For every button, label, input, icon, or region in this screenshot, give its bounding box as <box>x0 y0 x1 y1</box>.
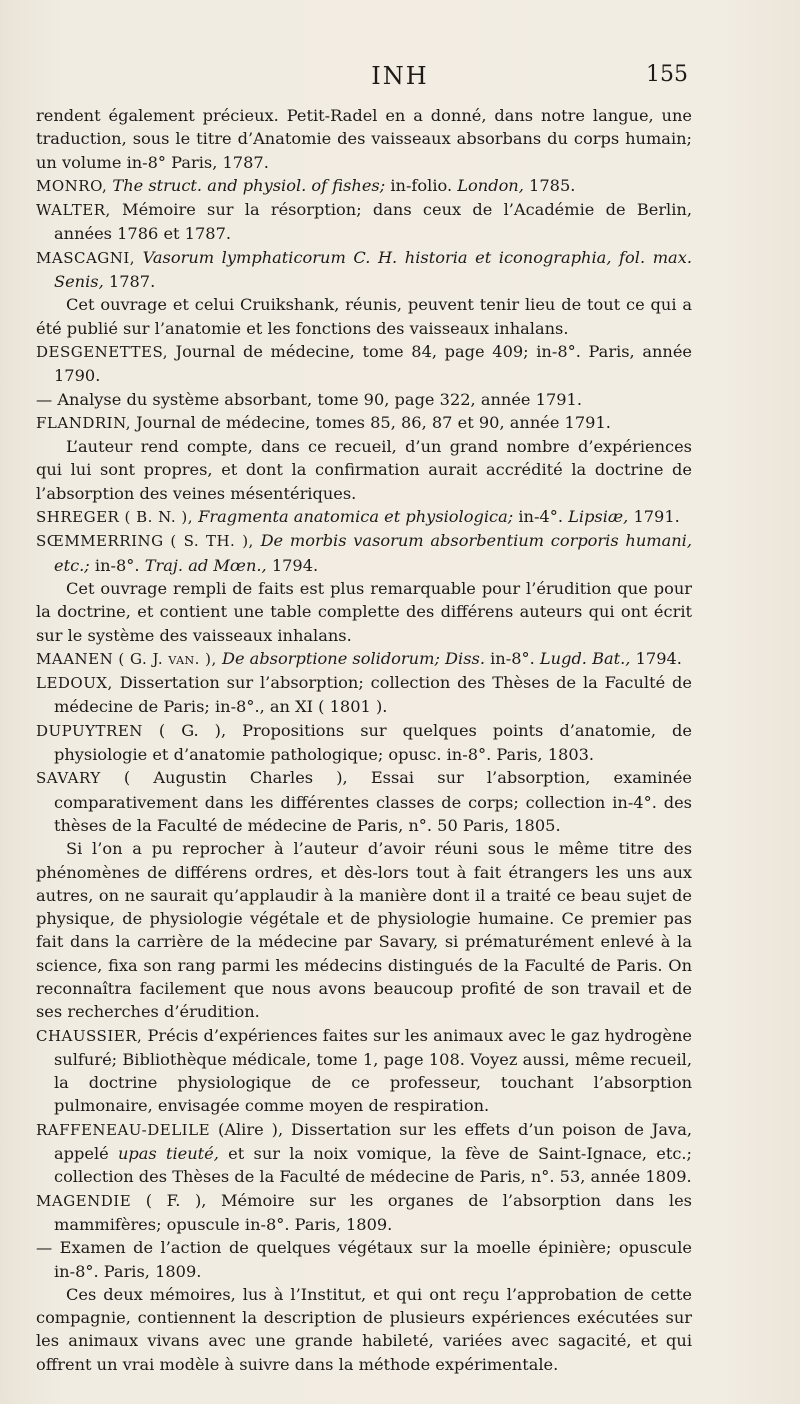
entry-text: ( F. ), Mémoire sur les organes de l’absorption dans les mammifères; opuscule in-8°. Paris, 1809. <box>54 1190 692 1234</box>
entry-text: Précis d’expériences faites sur les animaux avec le gaz hydrogène sulfuré; Bibliothèque médicale, tome 1, page 108. Voyez aussi, même recueil, la doctrine physiologique de ce professeur, touchant l’absorption pulmonaire, envisagée comme moyen de respiration. <box>54 1025 692 1116</box>
author-name: MAANEN <box>36 649 114 668</box>
author-name: WALTER, <box>36 201 111 220</box>
author-name: MONRO, <box>36 176 108 195</box>
work-title: The struct. and physiol. of fishes; <box>112 175 386 195</box>
note-soemmerring: Cet ouvrage rempli de faits est plus remarquable pour l’érudition que pour la doctrine, et contient une table complette des différens auteurs qui ont écrit sur le système des vaisseaux inhalans. <box>36 578 692 645</box>
entry-magendie <box>36 1189 692 1237</box>
author-name: FLANDRIN, <box>36 413 132 432</box>
author-initials: ( S. TH. ), <box>170 532 254 551</box>
year: 1785. <box>529 175 576 195</box>
author-initials: ( B. N. ), <box>124 508 193 527</box>
place: Traj. ad Mœn., <box>144 555 267 575</box>
entry-examen: — Examen de l’action de quelques végétaux sur la moelle épinière; opuscule in-8°. Paris, 1809. <box>36 1238 692 1281</box>
author-name: DUPUYTREN <box>36 721 143 740</box>
entry-text: in-folio. <box>390 175 453 195</box>
page-number: 155 <box>646 62 688 87</box>
note-mascagni: Cet ouvrage et celui Cruikshank, réunis, peuvent tenir lieu de tout ce qui a été publié sur l’anatomie et les fonctions des vaisseaux inhalans. <box>36 295 692 338</box>
note-savary: Si l’on a pu reprocher à l’auteur d’avoir réuni sous le même titre des phénomènes de différens ordres, et dès-lors tout à fait étrangers les uns aux autres, on ne saurait qu’applaudir à la manière dont il a traité ce beau sujet de physique, de physiologie végétale et de physiologie humaine. Ce premier pas fait dans la carrière de la médecine par Savary, si prématurément enlevé à la science, fixa son rang parmi les médecins distingués de la Faculté de Paris. On reconnaîtra facilement que nous avons beaucoup profité de son travail et de ses recherches d’érudition. <box>36 839 692 1022</box>
author-name: DESGENETTES, <box>36 342 169 361</box>
entry-desgenettes <box>36 340 692 388</box>
entry-monro <box>36 174 692 198</box>
entry-text: Journal de médecine, tome 84, page 409; in-8°. Paris, année 1790. <box>54 341 692 386</box>
entry-text: (Alire ), Dissertation sur les effets d’un poison de Java, appelé <box>54 1119 692 1164</box>
entry-text: Journal de médecine, tomes 85, 86, 87 et 90, année 1791. <box>136 412 611 432</box>
entry-text: ( G. ), Propositions sur quelques points d’anatomie, de physiologie et d’anatomie pathologique; opusc. in-8°. Paris, 1803. <box>54 720 692 765</box>
author-name: RAFFENEAU-DELILE <box>36 1120 211 1139</box>
work-title: De morbis vasorum absorbentium corporis humani, etc.; <box>54 531 692 575</box>
place: Lugd. Bat., <box>539 648 631 668</box>
year: 1794. <box>635 648 682 668</box>
author-initials: ( G. J. van. ), <box>118 649 217 668</box>
page-header <box>0 62 800 96</box>
page-body <box>36 104 692 1376</box>
author-name: SAVARY <box>36 769 101 788</box>
note-flandrin: L’auteur rend compte, dans ce recueil, d’un grand nombre d’expériences qui lui sont propres, et dont la confirmation aurait accrédité la doctrine de l’absorption des veines mésentériques. <box>36 437 692 503</box>
author-name: MASCAGNI, <box>36 248 136 267</box>
entry-walter <box>36 198 692 246</box>
entry-text: in-8°. <box>490 648 535 668</box>
entry-shreger <box>36 505 692 529</box>
entry-text: ( Augustin Charles ), Essai sur l’absorption, examinée comparativement dans les différentes classes de corps; collection in-4°. des thèses de la Faculté de médecine de Paris, n°. 50 Paris, 1805. <box>54 768 692 835</box>
continuation-paragraph: rendent également précieux. Petit-Radel en a donné, dans notre langue, une traduction, sous le titre d’Anatomie des vaisseaux absorbans du corps humain; un volume in-8° Paris, 1787. <box>36 106 692 172</box>
running-head: INH <box>371 62 429 90</box>
year: 1787. <box>108 272 156 292</box>
author-name: SŒMMERRING <box>36 532 164 551</box>
place: London, <box>457 175 524 195</box>
entry-raffeneau-delile <box>36 1118 692 1189</box>
entry-soemmerring <box>36 529 692 577</box>
work-title: Vasorum lymphaticorum C. H. historia et iconographia, fol. max. Senis, <box>54 247 692 292</box>
entry-text: Dissertation sur l’absorption; collection des Thèses de la Faculté de médecine de Paris; in-8°., an XI ( 1801 ). <box>54 673 692 717</box>
entry-analyse: — Analyse du système absorbant, tome 90, page 322, année 1791. <box>36 389 582 409</box>
entry-mascagni <box>36 246 692 294</box>
entry-flandrin <box>36 411 692 435</box>
author-name: CHAUSSIER, <box>36 1026 143 1045</box>
work-title: upas tieuté, <box>117 1144 219 1164</box>
entry-ledoux <box>36 671 692 719</box>
entry-text: in-8°. <box>94 555 140 575</box>
author-name: SHREGER <box>36 508 120 527</box>
place: Lipsiæ, <box>568 507 629 527</box>
entry-savary <box>36 766 692 837</box>
entry-text: et sur la noix vomique, la fève de Saint-Ignace, etc.; collection des Thèses de la Faculté de médecine de Paris, n°. 53, année 1809. <box>54 1144 693 1187</box>
year: 1791. <box>633 507 680 527</box>
author-name: LEDOUX, <box>36 674 113 693</box>
year: 1794. <box>271 555 319 575</box>
note-final: Ces deux mémoires, lus à l’Institut, et qui ont reçu l’approbation de cette compagnie, contiennent la description de plusieurs expériences exécutées sur les animaux vivans avec une grande habileté, variées avec sagacité, et qui offrent un vrai modèle à suivre dans la méthode expérimentale. <box>36 1284 692 1374</box>
entry-text: in-4°. <box>518 507 563 527</box>
entry-dupuytren <box>36 719 692 767</box>
author-name: MAGENDIE <box>36 1191 132 1210</box>
entry-text: Mémoire sur la résorption; dans ceux de l’Académie de Berlin, années 1786 et 1787. <box>54 200 692 244</box>
entry-chaussier <box>36 1024 692 1118</box>
work-title: Fragmenta anatomica et physiologica; <box>198 507 514 527</box>
work-title: De absorptione solidorum; Diss. <box>221 648 485 668</box>
entry-maanen <box>36 647 692 671</box>
